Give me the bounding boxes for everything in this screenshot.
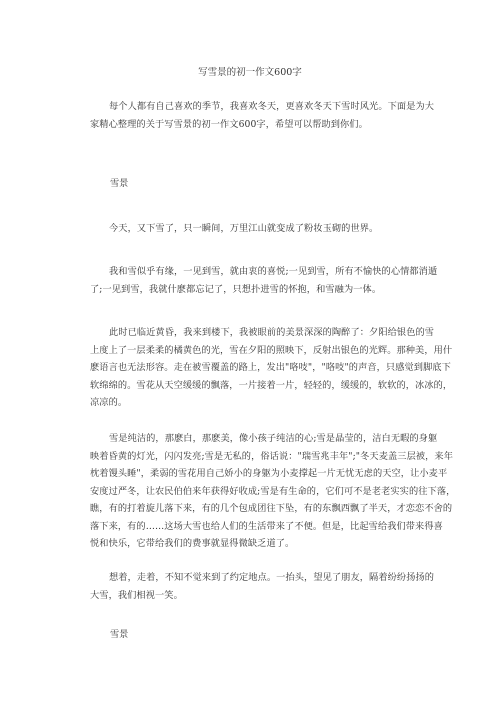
intro-line: 家精心整理的关于写雪景的初一作文600字，希望可以帮助到你们。	[90, 118, 368, 130]
paragraph-line: 凉凉的。	[90, 397, 128, 408]
body-paragraph-3	[90, 324, 453, 412]
body-paragraph-2	[90, 263, 438, 298]
section-heading: 雪景	[110, 629, 129, 640]
intro-paragraph	[90, 98, 435, 133]
paragraph-line: 软绵绵的。雪花从天空缓缓的飘落，一片接着一片，轻轻的，缓缓的，软软的，冰冰的，	[90, 379, 453, 391]
intro-line: 每个人都有自己喜欢的季节，我喜欢冬天，更喜欢冬天下雪时风光。下面是为大	[109, 101, 435, 112]
body-paragraph-1	[90, 220, 414, 238]
paragraph-line: 悦和快乐，它带给我们的费事就显得微缺乏道了。	[90, 538, 295, 549]
paragraph-line: 瞧，有的打着旋儿落下来，有的几个包成团往下坠，有的东飘西飘了半天，才恋恋不舍的	[90, 503, 453, 514]
paragraph-line: 此时已临近黄昏，我来到楼下，我被眼前的美景深深的陶醉了：夕阳给银色的雪	[109, 327, 435, 338]
paragraph-line: 安度过严冬，让农民伯伯来年获得好收成;雪是有生命的，它们可不是老老实实的往下落，	[90, 485, 456, 497]
paragraph-line: 落下来，有的……这场大雪也给人们的生活带来了不便。但是，比起雪给我们带来得喜	[90, 520, 443, 532]
paragraph-line: 雪是纯洁的，那麽白，那麽美，像小孩子纯洁的心;雪是晶莹的，洁白无暇的身躯	[109, 433, 438, 444]
paragraph-line: 麽语言也无法形容。走在被雪覆盖的路上，发出"咯吱"，"咯吱"的声音，只感觉到脚底下	[90, 362, 451, 373]
paragraph-line: 枕着馒头睡"，柔弱的雪花用自己娇小的身躯为小麦撑起一片无忧无虑的天空，让小麦平	[90, 468, 448, 479]
paragraph-line: 今天，又下雪了，只一瞬间，万里江山就变成了粉妆玉砌的世界。	[109, 223, 379, 234]
paragraph-line: 映着昏黄的灯光，闪闪发亮;雪是无私的，俗话说："瑞雪兆丰年";"冬天麦盖三层被，来年	[90, 450, 454, 462]
paragraph-line: 想着，走着，不知不觉来到了约定地点。一抬头，望见了朋友，隔着纷纷扬扬的	[109, 572, 435, 583]
paragraph-line: 我和雪似乎有缘，一见到雪，就由衷的喜悦;一见到雪，所有不愉快的心情都消遁	[109, 266, 438, 277]
paragraph-line: 大雪，我们相视一笑。	[90, 589, 183, 601]
section-heading: 雪景	[110, 178, 129, 189]
document-title: 写雪景的初一作文600字	[198, 67, 302, 78]
body-paragraph-5	[90, 569, 435, 604]
paragraph-line: 上度上了一层柔柔的橘黄色的光，雪在夕阳的照映下，反射出银色的光辉。那种美，用什	[90, 344, 453, 356]
paragraph-line: 了;一见到雪，我就什麽都忘记了，只想扑进雪的怀抱，和雪融为一体。	[90, 283, 382, 295]
body-paragraph-4	[90, 430, 456, 553]
